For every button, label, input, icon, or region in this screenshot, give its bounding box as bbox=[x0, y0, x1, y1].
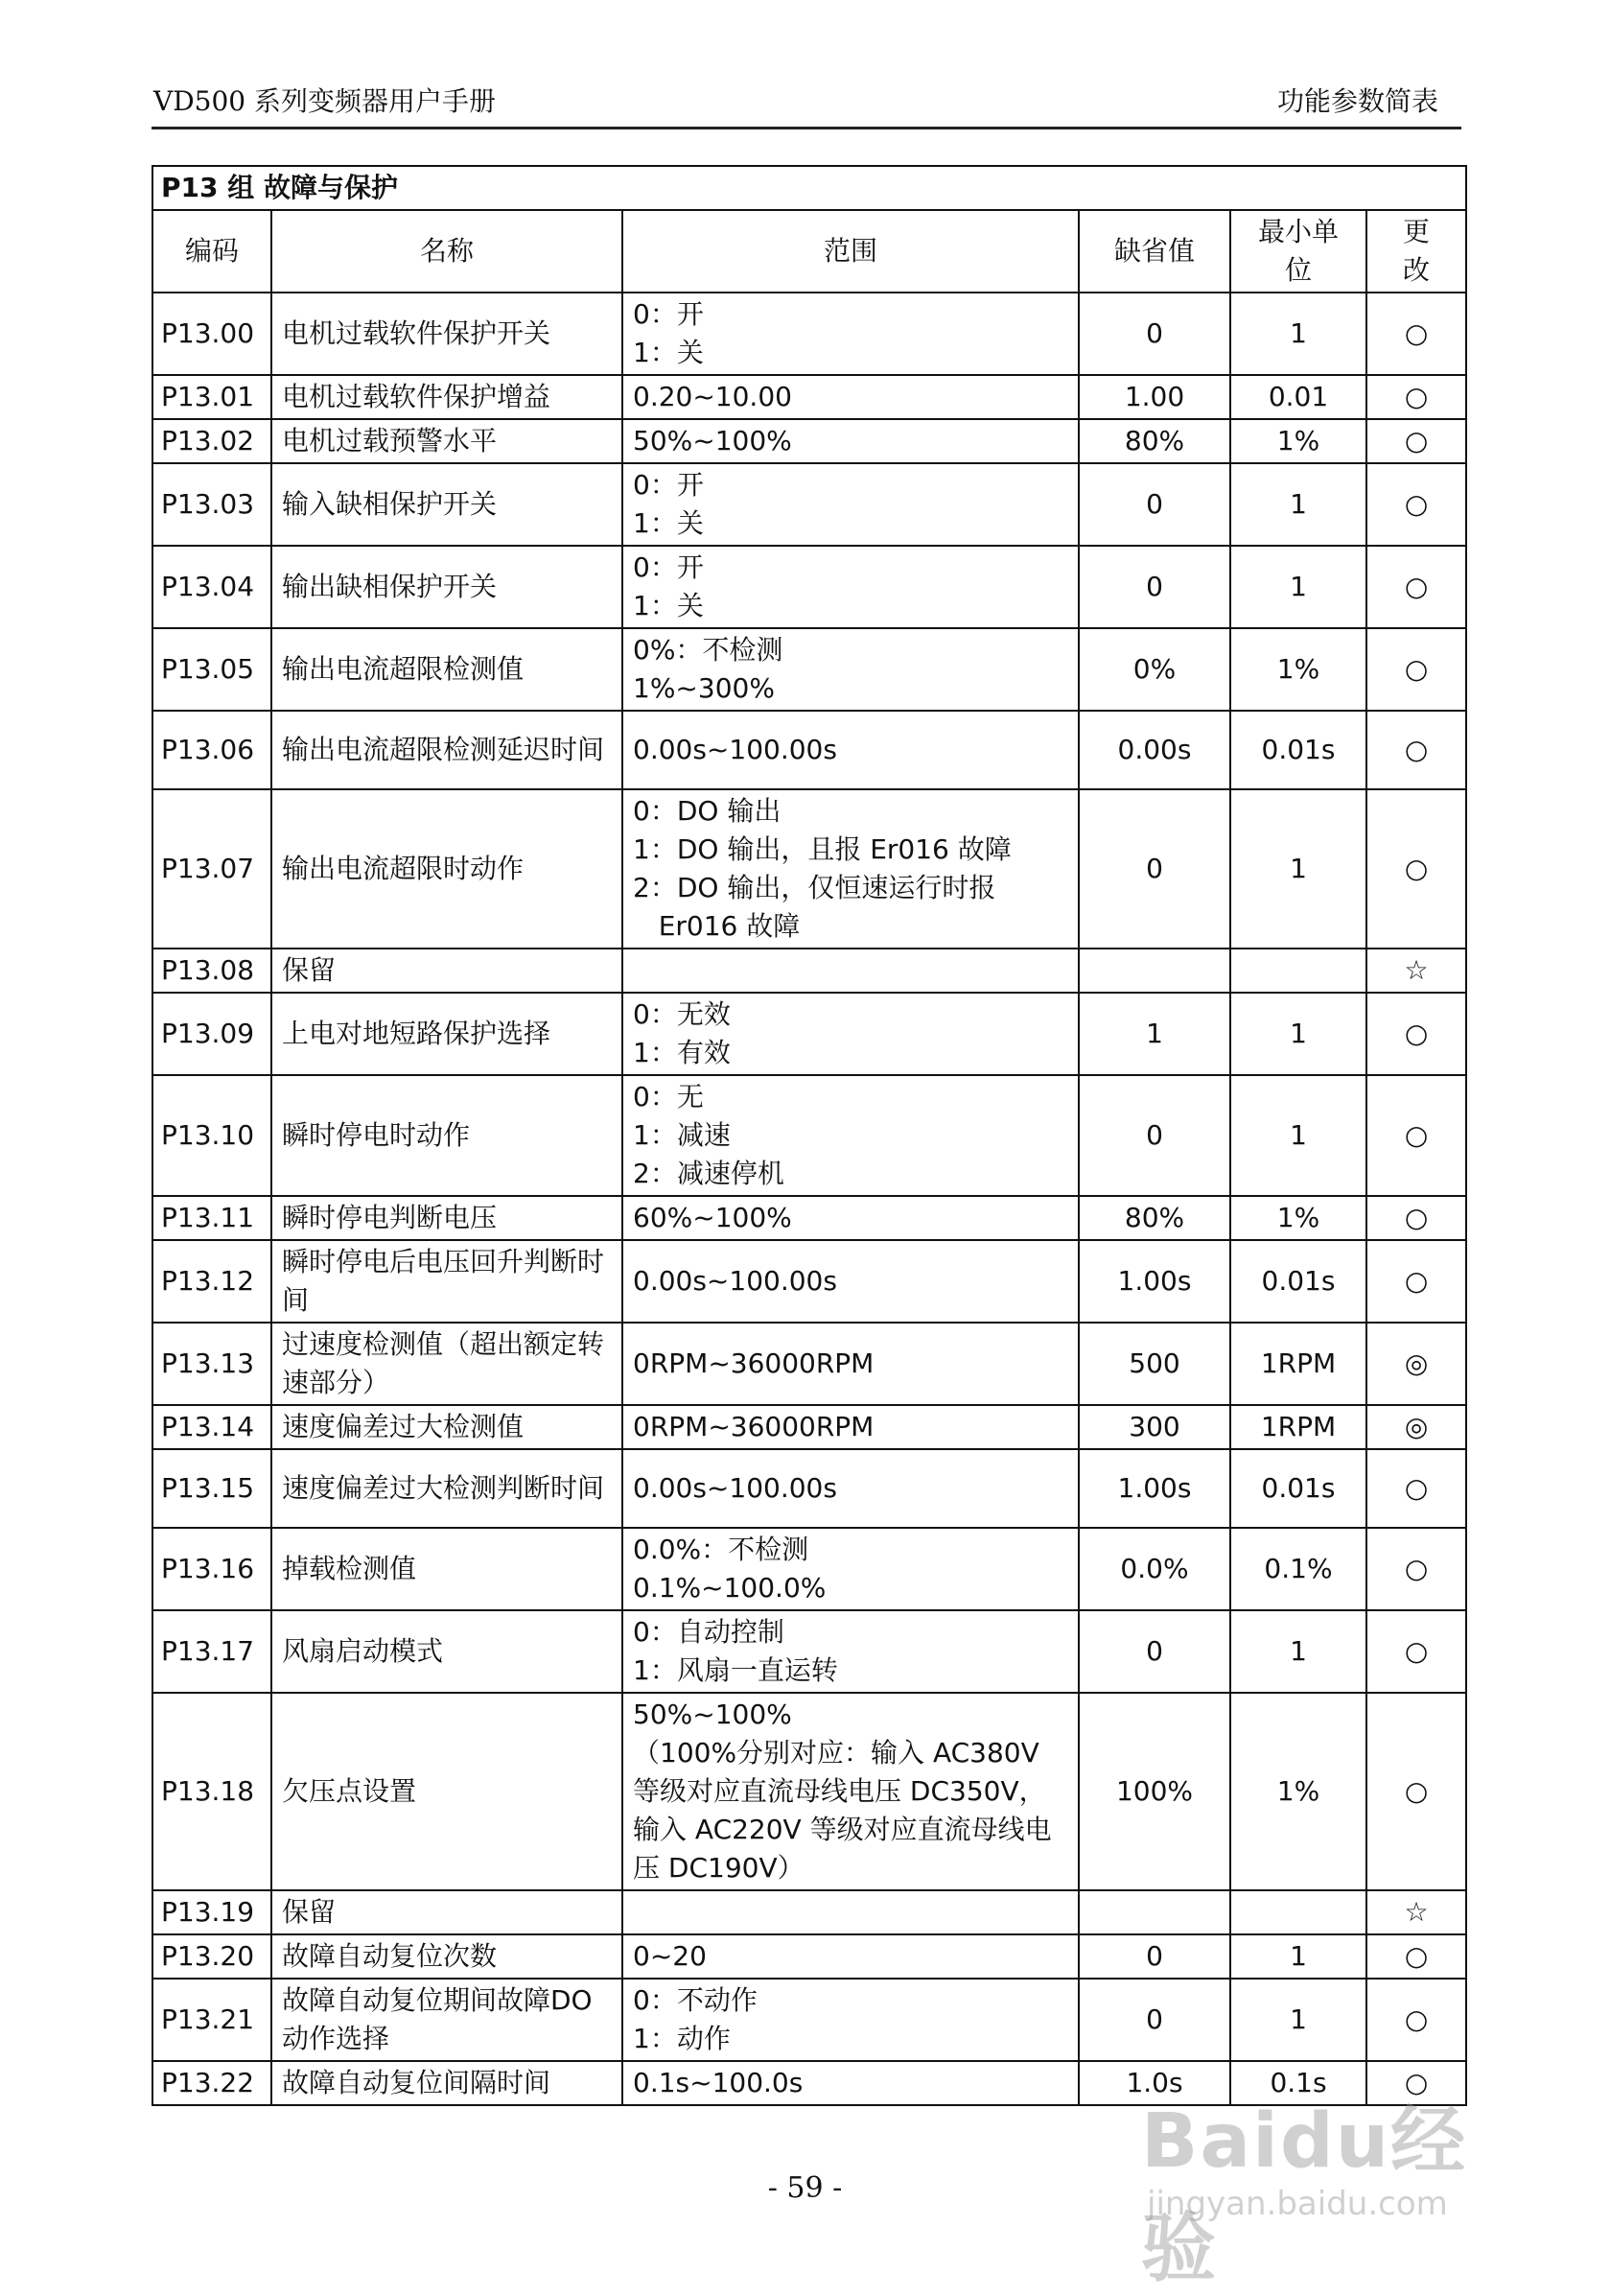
column-header-min-unit: 最小单位 bbox=[1230, 210, 1366, 293]
param-code: P13.14 bbox=[152, 1405, 271, 1449]
watermark bbox=[1141, 2081, 1544, 2292]
param-default: 0 bbox=[1079, 1934, 1230, 1979]
param-range bbox=[622, 1693, 1079, 1890]
param-default: 0.0% bbox=[1079, 1528, 1230, 1610]
param-code: P13.19 bbox=[152, 1890, 271, 1934]
table-row bbox=[152, 1075, 1466, 1196]
param-min-unit: 1 bbox=[1230, 1934, 1366, 1979]
param-range bbox=[622, 993, 1079, 1075]
param-range bbox=[622, 628, 1079, 711]
table-row bbox=[152, 1449, 1466, 1528]
param-default: 1 bbox=[1079, 993, 1230, 1075]
param-range bbox=[622, 2061, 1079, 2105]
param-min-unit: 1 bbox=[1230, 1979, 1366, 2061]
range-line: 0：无 bbox=[633, 1081, 704, 1113]
range-line: 0.0%：不检测 bbox=[633, 1534, 809, 1565]
param-default: 1.00s bbox=[1079, 1240, 1230, 1323]
param-range bbox=[622, 1610, 1079, 1693]
param-name: 电机过载软件保护开关 bbox=[271, 293, 622, 375]
param-change-mark: ○ bbox=[1366, 789, 1466, 949]
param-change-mark: ○ bbox=[1366, 1449, 1466, 1528]
param-min-unit bbox=[1230, 1890, 1366, 1934]
param-name: 上电对地短路保护选择 bbox=[271, 993, 622, 1075]
param-min-unit: 1 bbox=[1230, 546, 1366, 628]
table-row bbox=[152, 1196, 1466, 1240]
param-change-mark: ☆ bbox=[1366, 949, 1466, 993]
parameter-rows bbox=[152, 293, 1466, 2105]
range-line: 0~20 bbox=[633, 1940, 707, 1972]
column-header-name: 名称 bbox=[271, 210, 622, 293]
param-name: 故障自动复位间隔时间 bbox=[271, 2061, 622, 2105]
range-line: 50%~100% bbox=[633, 425, 792, 457]
param-code: P13.06 bbox=[152, 711, 271, 789]
param-code: P13.16 bbox=[152, 1528, 271, 1610]
param-name: 输出缺相保护开关 bbox=[271, 546, 622, 628]
table-row bbox=[152, 993, 1466, 1075]
param-min-unit: 1RPM bbox=[1230, 1323, 1366, 1405]
table-row bbox=[152, 1405, 1466, 1449]
param-code: P13.13 bbox=[152, 1323, 271, 1405]
table-row bbox=[152, 789, 1466, 949]
param-default bbox=[1079, 1890, 1230, 1934]
table-row bbox=[152, 1979, 1466, 2061]
param-range bbox=[622, 789, 1079, 949]
range-line: 1：有效 bbox=[633, 1037, 731, 1068]
table-row bbox=[152, 949, 1466, 993]
column-header-default: 缺省值 bbox=[1079, 210, 1230, 293]
range-line: 等级对应直流母线电压 DC350V， bbox=[633, 1775, 1046, 1807]
range-line: 1%~300% bbox=[633, 672, 775, 704]
table-row bbox=[152, 375, 1466, 419]
param-change-mark: ○ bbox=[1366, 419, 1466, 463]
param-name: 保留 bbox=[271, 949, 622, 993]
param-range bbox=[622, 1890, 1079, 1934]
param-change-mark: ◎ bbox=[1366, 1405, 1466, 1449]
table-row bbox=[152, 1890, 1466, 1934]
param-min-unit: 1 bbox=[1230, 463, 1366, 546]
param-default: 80% bbox=[1079, 419, 1230, 463]
param-code: P13.20 bbox=[152, 1934, 271, 1979]
range-line: 60%~100% bbox=[633, 1202, 792, 1233]
param-range bbox=[622, 419, 1079, 463]
param-range bbox=[622, 1979, 1079, 2061]
range-line: 0：DO 输出 bbox=[633, 795, 782, 827]
param-min-unit: 1RPM bbox=[1230, 1405, 1366, 1449]
param-name: 输出电流超限时动作 bbox=[271, 789, 622, 949]
param-range bbox=[622, 1075, 1079, 1196]
param-range bbox=[622, 1934, 1079, 1979]
table-row bbox=[152, 1528, 1466, 1610]
param-code: P13.00 bbox=[152, 293, 271, 375]
param-code: P13.21 bbox=[152, 1979, 271, 2061]
param-min-unit: 1 bbox=[1230, 789, 1366, 949]
param-range bbox=[622, 375, 1079, 419]
param-name: 速度偏差过大检测值 bbox=[271, 1405, 622, 1449]
param-name: 欠压点设置 bbox=[271, 1693, 622, 1890]
param-code: P13.08 bbox=[152, 949, 271, 993]
table-row bbox=[152, 419, 1466, 463]
range-line: 0：开 bbox=[633, 551, 704, 583]
range-line: 2：DO 输出，仅恒速运行时报 bbox=[633, 872, 996, 903]
param-code: P13.09 bbox=[152, 993, 271, 1075]
table-row bbox=[152, 1693, 1466, 1890]
param-change-mark: ○ bbox=[1366, 1693, 1466, 1890]
param-change-mark: ○ bbox=[1366, 2061, 1466, 2105]
param-code: P13.10 bbox=[152, 1075, 271, 1196]
range-line: 1：风扇一直运转 bbox=[633, 1654, 838, 1686]
param-code: P13.04 bbox=[152, 546, 271, 628]
param-min-unit: 1 bbox=[1230, 993, 1366, 1075]
param-default: 0 bbox=[1079, 1610, 1230, 1693]
param-code: P13.07 bbox=[152, 789, 271, 949]
param-change-mark: ○ bbox=[1366, 463, 1466, 546]
param-min-unit: 0.01 bbox=[1230, 375, 1366, 419]
param-default: 0 bbox=[1079, 463, 1230, 546]
range-line: 1：动作 bbox=[633, 2023, 731, 2054]
range-line: 0：无效 bbox=[633, 998, 731, 1030]
column-header-row bbox=[152, 210, 1466, 293]
param-name: 瞬时停电判断电压 bbox=[271, 1196, 622, 1240]
parameter-table bbox=[152, 165, 1467, 2106]
param-change-mark: ☆ bbox=[1366, 1890, 1466, 1934]
param-name: 速度偏差过大检测判断时间 bbox=[271, 1449, 622, 1528]
param-change-mark: ○ bbox=[1366, 993, 1466, 1075]
param-name: 瞬时停电时动作 bbox=[271, 1075, 622, 1196]
param-change-mark: ◎ bbox=[1366, 1323, 1466, 1405]
param-default bbox=[1079, 949, 1230, 993]
range-line: 1：关 bbox=[633, 507, 704, 539]
group-title: P13 组 故障与保护 bbox=[152, 166, 1466, 210]
param-min-unit: 1% bbox=[1230, 1196, 1366, 1240]
param-name: 电机过载预警水平 bbox=[271, 419, 622, 463]
param-min-unit bbox=[1230, 949, 1366, 993]
param-change-mark: ○ bbox=[1366, 1610, 1466, 1693]
param-range bbox=[622, 1405, 1079, 1449]
param-name: 掉载检测值 bbox=[271, 1528, 622, 1610]
param-name: 故障自动复位次数 bbox=[271, 1934, 622, 1979]
range-line: 1：减速 bbox=[633, 1119, 731, 1151]
table-row bbox=[152, 628, 1466, 711]
page-number: - 59 - bbox=[767, 2171, 843, 2205]
param-range bbox=[622, 1449, 1079, 1528]
range-line: 0RPM~36000RPM bbox=[633, 1347, 875, 1379]
param-change-mark: ○ bbox=[1366, 1979, 1466, 2061]
range-line: 0.00s~100.00s bbox=[633, 1472, 837, 1504]
param-range bbox=[622, 711, 1079, 789]
range-line: 0：自动控制 bbox=[633, 1616, 784, 1648]
param-default: 0 bbox=[1079, 789, 1230, 949]
param-default: 0 bbox=[1079, 1075, 1230, 1196]
column-header-change: 更改 bbox=[1366, 210, 1466, 293]
range-line: 0.00s~100.00s bbox=[633, 1265, 837, 1297]
watermark-url: jingyan.baidu.com bbox=[1147, 2185, 1448, 2223]
param-change-mark: ○ bbox=[1366, 546, 1466, 628]
param-min-unit: 0.01s bbox=[1230, 1240, 1366, 1323]
param-range bbox=[622, 546, 1079, 628]
range-line: 0.20~10.00 bbox=[633, 381, 792, 412]
param-name: 输入缺相保护开关 bbox=[271, 463, 622, 546]
param-change-mark: ○ bbox=[1366, 1240, 1466, 1323]
param-default: 300 bbox=[1079, 1405, 1230, 1449]
param-range bbox=[622, 949, 1079, 993]
param-min-unit: 1% bbox=[1230, 628, 1366, 711]
range-line: 50%~100% bbox=[633, 1699, 792, 1730]
param-change-mark: ○ bbox=[1366, 1528, 1466, 1610]
table-row bbox=[152, 546, 1466, 628]
column-header-code: 编码 bbox=[152, 210, 271, 293]
range-line: 0.00s~100.00s bbox=[633, 734, 837, 765]
param-code: P13.11 bbox=[152, 1196, 271, 1240]
table-row bbox=[152, 293, 1466, 375]
param-name: 风扇启动模式 bbox=[271, 1610, 622, 1693]
param-range bbox=[622, 463, 1079, 546]
range-line: 0.1s~100.0s bbox=[633, 2067, 804, 2098]
param-range bbox=[622, 1323, 1079, 1405]
range-line: Er016 故障 bbox=[633, 910, 801, 942]
param-min-unit: 0.01s bbox=[1230, 711, 1366, 789]
param-change-mark: ○ bbox=[1366, 628, 1466, 711]
range-line: 0：开 bbox=[633, 469, 704, 501]
param-code: P13.17 bbox=[152, 1610, 271, 1693]
param-code: P13.22 bbox=[152, 2061, 271, 2105]
param-code: P13.01 bbox=[152, 375, 271, 419]
param-default: 1.00 bbox=[1079, 375, 1230, 419]
param-code: P13.05 bbox=[152, 628, 271, 711]
param-default: 0 bbox=[1079, 1979, 1230, 2061]
param-name: 保留 bbox=[271, 1890, 622, 1934]
param-min-unit: 1% bbox=[1230, 419, 1366, 463]
param-default: 1.00s bbox=[1079, 1449, 1230, 1528]
section-title: 功能参数简表 bbox=[1276, 85, 1438, 117]
param-change-mark: ○ bbox=[1366, 1075, 1466, 1196]
group-title-row bbox=[152, 166, 1466, 210]
table-row bbox=[152, 1934, 1466, 1979]
param-default: 1.0s bbox=[1079, 2061, 1230, 2105]
watermark-logo: Baidu经验 bbox=[1141, 2098, 1468, 2292]
param-code: P13.15 bbox=[152, 1449, 271, 1528]
range-line: 2：减速停机 bbox=[633, 1158, 784, 1189]
range-line: 1：DO 输出，且报 Er016 故障 bbox=[633, 833, 1012, 865]
param-code: P13.12 bbox=[152, 1240, 271, 1323]
param-change-mark: ○ bbox=[1366, 1934, 1466, 1979]
manual-title: VD500 系列变频器用户手册 bbox=[153, 85, 497, 117]
param-default: 0.00s bbox=[1079, 711, 1230, 789]
param-code: P13.02 bbox=[152, 419, 271, 463]
range-line: 1：关 bbox=[633, 590, 704, 621]
param-name: 输出电流超限检测值 bbox=[271, 628, 622, 711]
range-line: 0RPM~36000RPM bbox=[633, 1411, 875, 1442]
param-min-unit: 0.01s bbox=[1230, 1449, 1366, 1528]
param-min-unit: 0.1% bbox=[1230, 1528, 1366, 1610]
range-line: 压 DC190V） bbox=[633, 1852, 805, 1884]
table-row bbox=[152, 1240, 1466, 1323]
table-row bbox=[152, 1323, 1466, 1405]
param-change-mark: ○ bbox=[1366, 293, 1466, 375]
param-change-mark: ○ bbox=[1366, 1196, 1466, 1240]
param-change-mark: ○ bbox=[1366, 375, 1466, 419]
param-name: 瞬时停电后电压回升判断时间 bbox=[271, 1240, 622, 1323]
param-min-unit: 0.1s bbox=[1230, 2061, 1366, 2105]
param-default: 100% bbox=[1079, 1693, 1230, 1890]
param-range bbox=[622, 1196, 1079, 1240]
column-header-range: 范围 bbox=[622, 210, 1079, 293]
range-line: 输入 AC220V 等级对应直流母线电 bbox=[633, 1814, 1052, 1845]
param-default: 0% bbox=[1079, 628, 1230, 711]
table-row bbox=[152, 463, 1466, 546]
param-range bbox=[622, 1528, 1079, 1610]
param-code: P13.03 bbox=[152, 463, 271, 546]
param-default: 0 bbox=[1079, 293, 1230, 375]
param-min-unit: 1 bbox=[1230, 1610, 1366, 1693]
range-line: 0%：不检测 bbox=[633, 634, 783, 666]
param-name: 故障自动复位期间故障DO 动作选择 bbox=[271, 1979, 622, 2061]
table-row bbox=[152, 711, 1466, 789]
param-default: 500 bbox=[1079, 1323, 1230, 1405]
param-name: 输出电流超限检测延迟时间 bbox=[271, 711, 622, 789]
table-row bbox=[152, 1610, 1466, 1693]
param-code: P13.18 bbox=[152, 1693, 271, 1890]
param-min-unit: 1 bbox=[1230, 1075, 1366, 1196]
param-change-mark: ○ bbox=[1366, 711, 1466, 789]
param-name: 过速度检测值（超出额定转速部分） bbox=[271, 1323, 622, 1405]
page-header bbox=[152, 84, 1461, 129]
param-min-unit: 1 bbox=[1230, 293, 1366, 375]
param-min-unit: 1% bbox=[1230, 1693, 1366, 1890]
range-line: 0：开 bbox=[633, 298, 704, 330]
param-range bbox=[622, 1240, 1079, 1323]
range-line: （100%分别对应：输入 AC380V bbox=[633, 1737, 1039, 1769]
param-name: 电机过载软件保护增益 bbox=[271, 375, 622, 419]
range-line: 1：关 bbox=[633, 337, 704, 368]
range-line: 0：不动作 bbox=[633, 1984, 758, 2016]
param-default: 0 bbox=[1079, 546, 1230, 628]
range-line: 0.1%~100.0% bbox=[633, 1572, 827, 1604]
param-range bbox=[622, 293, 1079, 375]
param-default: 80% bbox=[1079, 1196, 1230, 1240]
